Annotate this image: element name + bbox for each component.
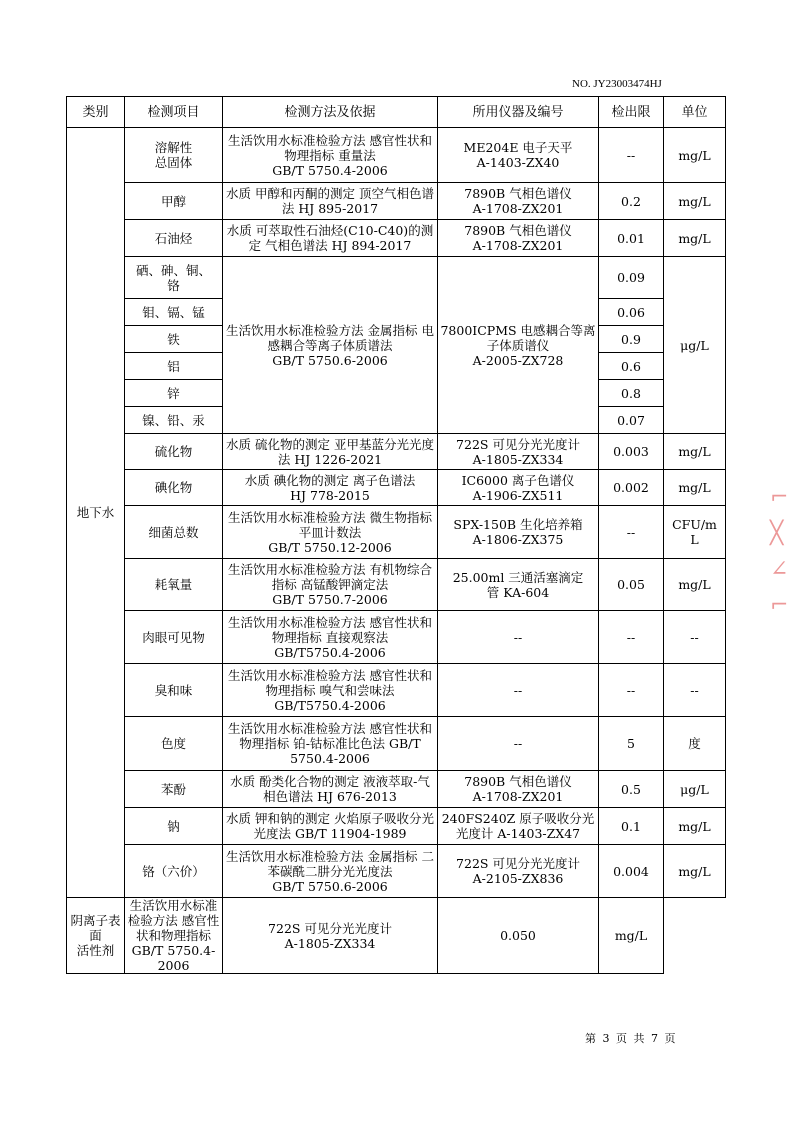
instrument-cell: -- bbox=[438, 717, 599, 771]
instrument-cell: IC6000 离子色谱仪 A-1906-ZX511 bbox=[438, 470, 599, 506]
item-cell: 臭和味 bbox=[125, 664, 223, 717]
method-cell: 生活饮用水标准检验方法 感官性状和物理指标 直接观察法 GB/T5750.4-2006 bbox=[223, 611, 438, 664]
table-row bbox=[67, 470, 726, 506]
item-cell: 肉眼可见物 bbox=[125, 611, 223, 664]
table-row bbox=[67, 434, 726, 470]
limit-cell: 5 bbox=[599, 717, 664, 771]
instrument-cell: 240FS240Z 原子吸收分光光度计 A-1403-ZX47 bbox=[438, 808, 599, 845]
table-row bbox=[67, 559, 726, 611]
limit-cell: 0.8 bbox=[599, 380, 664, 407]
limit-cell: 0.09 bbox=[599, 257, 664, 299]
limit-cell: 0.01 bbox=[599, 220, 664, 257]
unit-cell: mg/L bbox=[664, 559, 726, 611]
method-cell: 生活饮用水标准检验方法 感官性状和物理指标 嗅气和尝味法 GB/T5750.4-2006 bbox=[223, 664, 438, 717]
table-row bbox=[67, 808, 726, 845]
method-cell: 水质 钾和钠的测定 火焰原子吸收分光光度法 GB/T 11904-1989 bbox=[223, 808, 438, 845]
unit-cell: mg/L bbox=[664, 220, 726, 257]
method-cell: 水质 碘化物的测定 离子色谱法 HJ 778-2015 bbox=[223, 470, 438, 506]
item-cell: 细菌总数 bbox=[125, 506, 223, 559]
instrument-cell: 722S 可见分光光度计 A-2105-ZX836 bbox=[438, 845, 599, 898]
method-cell: 生活饮用水标准检验方法 微生物指标 平皿计数法 GB/T 5750.12-2006 bbox=[223, 506, 438, 559]
instrument-cell: 7890B 气相色谱仪 A-1708-ZX201 bbox=[438, 220, 599, 257]
item-cell: 阴离子表面 活性剂 bbox=[67, 898, 125, 974]
col-header-unit: 单位 bbox=[664, 97, 726, 128]
limit-cell: 0.2 bbox=[599, 183, 664, 220]
unit-cell: mg/L bbox=[664, 434, 726, 470]
unit-cell: mg/L bbox=[664, 128, 726, 183]
limit-cell: -- bbox=[599, 128, 664, 183]
limit-cell: 0.06 bbox=[599, 299, 664, 326]
unit-cell: mg/L bbox=[664, 183, 726, 220]
limit-cell: 0.5 bbox=[599, 771, 664, 808]
unit-cell: mg/L bbox=[599, 898, 664, 974]
method-cell: 生活饮用水标准检验方法 金属指标 二苯碳酰二肼分光光度法 GB/T 5750.6-2006 bbox=[223, 845, 438, 898]
col-header-category: 类别 bbox=[67, 97, 125, 128]
item-cell: 钠 bbox=[125, 808, 223, 845]
limit-cell: 0.002 bbox=[599, 470, 664, 506]
method-cell: 生活饮用水标准检验方法 感官性状和物理指标 铂-钴标准比色法 GB/T 5750.4-2006 bbox=[223, 717, 438, 771]
item-cell: 铬（六价） bbox=[125, 845, 223, 898]
instrument-cell: 722S 可见分光光度计 A-1805-ZX334 bbox=[223, 898, 438, 974]
limit-cell: 0.004 bbox=[599, 845, 664, 898]
header-row bbox=[67, 97, 726, 128]
table-row bbox=[67, 717, 726, 771]
instrument-cell: 25.00ml 三通活塞滴定 管 KA-604 bbox=[438, 559, 599, 611]
method-cell: 生活饮用水标准检验方法 有机物综合指标 高锰酸钾滴定法 GB/T 5750.7-2006 bbox=[223, 559, 438, 611]
limit-cell: -- bbox=[599, 611, 664, 664]
seal-stamp-fragment bbox=[770, 480, 794, 640]
limit-cell: -- bbox=[599, 506, 664, 559]
limit-cell: -- bbox=[599, 664, 664, 717]
unit-cell: μg/L bbox=[664, 257, 726, 434]
item-cell: 铝 bbox=[125, 353, 223, 380]
unit-cell: μg/L bbox=[664, 771, 726, 808]
instrument-cell: -- bbox=[438, 611, 599, 664]
instrument-cell: 7800ICPMS 电感耦合等离子体质谱仪 A-2005-ZX728 bbox=[438, 257, 599, 434]
item-cell: 铁 bbox=[125, 326, 223, 353]
method-cell: 水质 可萃取性石油烃(C10-C40)的测定 气相色谱法 HJ 894-2017 bbox=[223, 220, 438, 257]
method-cell: 水质 酚类化合物的测定 液液萃取-气相色谱法 HJ 676-2013 bbox=[223, 771, 438, 808]
unit-cell: 度 bbox=[664, 717, 726, 771]
item-cell: 钼、镉、锰 bbox=[125, 299, 223, 326]
col-header-limit: 检出限 bbox=[599, 97, 664, 128]
table-row bbox=[67, 898, 726, 974]
results-table bbox=[66, 96, 726, 974]
col-header-instrument: 所用仪器及编号 bbox=[438, 97, 599, 128]
table-row bbox=[67, 257, 726, 299]
limit-cell: 0.050 bbox=[438, 898, 599, 974]
unit-cell: -- bbox=[664, 611, 726, 664]
instrument-cell: 7890B 气相色谱仪 A-1708-ZX201 bbox=[438, 771, 599, 808]
unit-cell: CFU/m L bbox=[664, 506, 726, 559]
table-row bbox=[67, 611, 726, 664]
limit-cell: 0.05 bbox=[599, 559, 664, 611]
table-row bbox=[67, 664, 726, 717]
table-row bbox=[67, 845, 726, 898]
report-number: NO. JY23003474HJ bbox=[572, 78, 662, 90]
instrument-cell: ME204E 电子天平 A-1403-ZX40 bbox=[438, 128, 599, 183]
unit-cell: mg/L bbox=[664, 470, 726, 506]
item-cell: 耗氧量 bbox=[125, 559, 223, 611]
limit-cell: 0.9 bbox=[599, 326, 664, 353]
seal-mark: ╳ bbox=[770, 521, 784, 546]
unit-cell: -- bbox=[664, 664, 726, 717]
table-row bbox=[67, 183, 726, 220]
item-cell: 甲醇 bbox=[125, 183, 223, 220]
seal-mark: ∠ bbox=[770, 557, 789, 582]
category-cell: 地下水 bbox=[67, 128, 125, 898]
instrument-cell: -- bbox=[438, 664, 599, 717]
instrument-cell: SPX-150B 生化培养箱 A-1806-ZX375 bbox=[438, 506, 599, 559]
method-cell: 生活饮用水标准检验方法 感官性状和物理指标 GB/T 5750.4-2006 bbox=[125, 898, 223, 974]
instrument-cell: 7890B 气相色谱仪 A-1708-ZX201 bbox=[438, 183, 599, 220]
col-header-method: 检测方法及依据 bbox=[223, 97, 438, 128]
item-cell: 色度 bbox=[125, 717, 223, 771]
method-cell: 生活饮用水标准检验方法 感官性状和物理指标 重量法 GB/T 5750.4-2006 bbox=[223, 128, 438, 183]
item-cell: 镍、铅、汞 bbox=[125, 407, 223, 434]
seal-mark: ⌐ bbox=[770, 485, 789, 510]
table-row bbox=[67, 506, 726, 559]
item-cell: 苯酚 bbox=[125, 771, 223, 808]
item-cell: 硫化物 bbox=[125, 434, 223, 470]
item-cell: 溶解性 总固体 bbox=[125, 128, 223, 183]
seal-mark: ⌐ bbox=[770, 593, 789, 618]
table-row bbox=[67, 771, 726, 808]
limit-cell: 0.003 bbox=[599, 434, 664, 470]
item-cell: 碘化物 bbox=[125, 470, 223, 506]
method-cell: 生活饮用水标准检验方法 金属指标 电感耦合等离子体质谱法 GB/T 5750.6-2006 bbox=[223, 257, 438, 434]
method-cell: 水质 硫化物的测定 亚甲基蓝分光光度法 HJ 1226-2021 bbox=[223, 434, 438, 470]
col-header-item: 检测项目 bbox=[125, 97, 223, 128]
unit-cell: mg/L bbox=[664, 808, 726, 845]
instrument-cell: 722S 可见分光光度计 A-1805-ZX334 bbox=[438, 434, 599, 470]
item-cell: 硒、砷、铜、 铬 bbox=[125, 257, 223, 299]
limit-cell: 0.6 bbox=[599, 353, 664, 380]
limit-cell: 0.1 bbox=[599, 808, 664, 845]
table-row bbox=[67, 128, 726, 183]
table-row bbox=[67, 220, 726, 257]
item-cell: 石油烃 bbox=[125, 220, 223, 257]
method-cell: 水质 甲醇和丙酮的测定 顶空气相色谱法 HJ 895-2017 bbox=[223, 183, 438, 220]
limit-cell: 0.07 bbox=[599, 407, 664, 434]
unit-cell: mg/L bbox=[664, 845, 726, 898]
item-cell: 锌 bbox=[125, 380, 223, 407]
page-footer: 第 3 页 共 7 页 bbox=[585, 1032, 676, 1045]
